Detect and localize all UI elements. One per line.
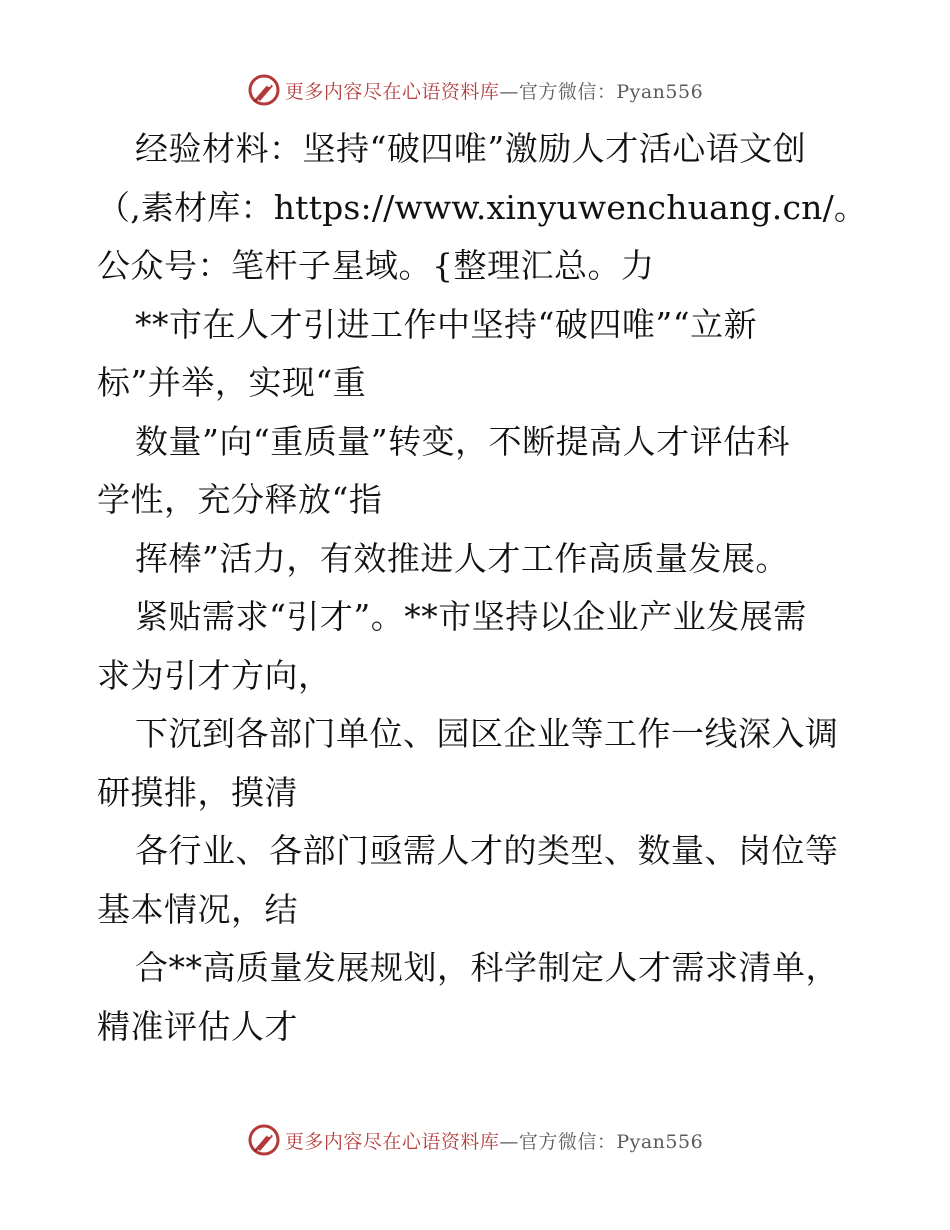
header-banner — [0, 72, 950, 108]
document-body — [97, 120, 868, 1056]
paragraph-line: 基本情况，结 — [97, 889, 298, 929]
paragraph-line: 紧贴需求“引才”。**市坚持以企业产业发展需 — [135, 597, 807, 636]
header-banner-text — [285, 77, 703, 104]
paragraph-line: 公众号：笔杆子星域。{整理汇总。力 — [97, 246, 655, 285]
footer-banner-separator: — — [499, 1130, 519, 1153]
paragraph-line: 数量”向“重质量”转变，不断提高人才评估科 — [135, 421, 791, 461]
header-banner-main: 更多内容尽在心语资料库 — [284, 80, 500, 103]
pen-nib-logo-icon — [247, 1123, 281, 1157]
paragraph-line: （,素材库：https://www.xinyuwenchuang.cn/。 — [97, 187, 868, 227]
footer-banner — [0, 1122, 950, 1158]
footer-banner-text — [285, 1127, 703, 1154]
footer-banner-contact: 官方微信：Pyan556 — [518, 1130, 704, 1153]
paragraph-line: 标”并举，实现“重 — [97, 363, 367, 402]
header-banner-separator: — — [499, 80, 519, 103]
paragraph-line: 挥棒”活力，有效推进人才工作高质量发展。 — [135, 538, 789, 578]
paragraph-line: 求为引才方向， — [97, 655, 332, 695]
paragraph-line: 学性，充分释放“指 — [97, 480, 383, 519]
footer-banner-main: 更多内容尽在心语资料库 — [284, 1130, 500, 1153]
paragraph-line: 经验材料：坚持“破四唯”激励人才活心语文创 — [135, 129, 807, 168]
paragraph-line: 合**高质量发展规划，科学制定人才需求清单， — [135, 948, 839, 987]
paragraph-line: 下沉到各部门单位、园区企业等工作一线深入调 — [135, 714, 839, 753]
paragraph-line: 研摸排，摸清 — [97, 772, 298, 812]
paragraph-line: 精准评估人才 — [97, 1006, 298, 1046]
paragraph-line: **市在人才引进工作中坚持“破四唯”“立新 — [135, 304, 758, 344]
pen-nib-logo-icon — [247, 73, 281, 107]
header-banner-contact: 官方微信：Pyan556 — [518, 80, 704, 103]
paragraph-line: 各行业、各部门亟需人才的类型、数量、岗位等 — [135, 831, 839, 870]
